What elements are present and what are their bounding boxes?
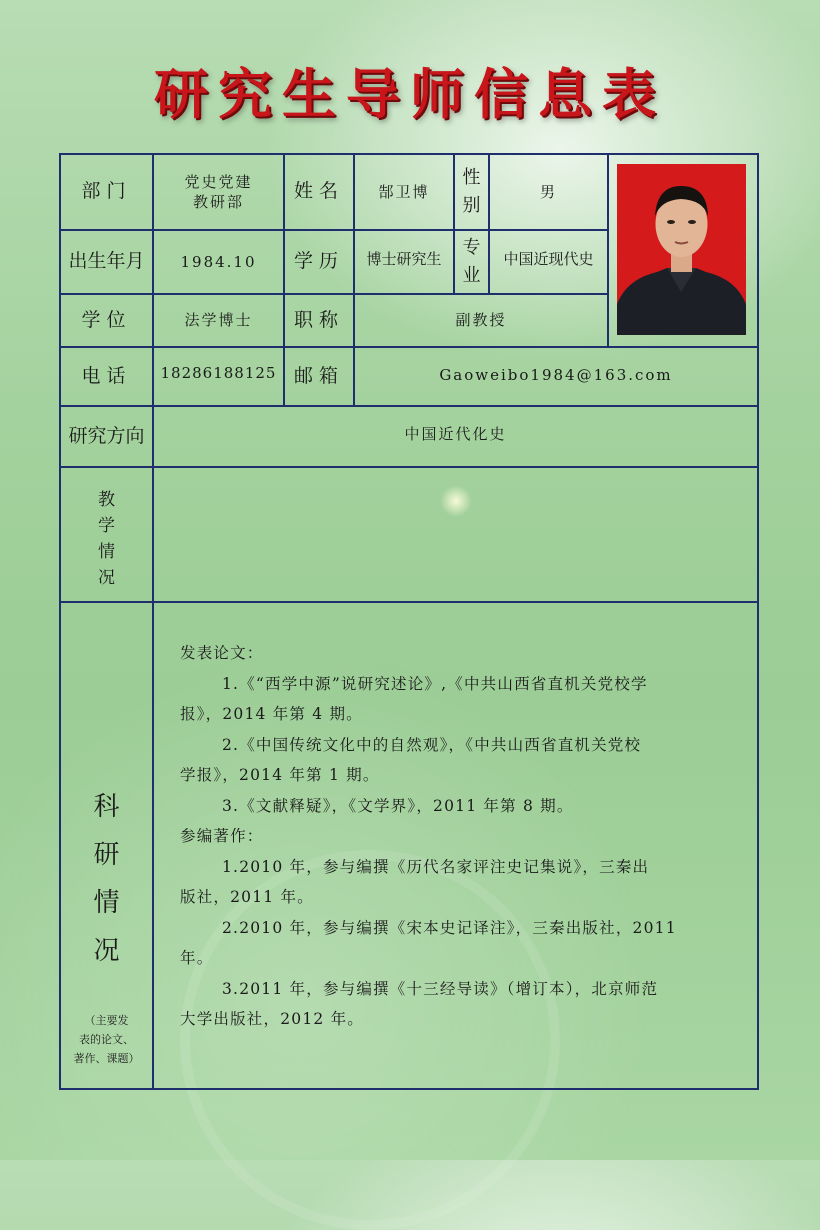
research-content <box>180 638 732 1035</box>
paper-1-line2: 报》，2014 年第 4 期。 <box>180 705 363 723</box>
label-teaching-1: 教 <box>98 489 115 510</box>
label-education: 学历 <box>293 250 344 273</box>
label-teaching-3: 情 <box>98 541 115 562</box>
book-1-line2: 版社，2011 年。 <box>180 888 314 906</box>
value-title: 副教授 <box>455 311 507 330</box>
label-department: 部门 <box>81 180 132 203</box>
label-major <box>455 231 488 293</box>
label-research-1: 科 <box>93 792 120 822</box>
page-title: 研究生导师信息表 <box>154 63 666 126</box>
value-name: 郜卫博 <box>378 182 430 201</box>
value-education: 博士研究生 <box>366 249 442 268</box>
value-email: Gaoweibo1984@163.com <box>439 366 673 385</box>
value-research-direction: 中国近代化史 <box>404 425 507 444</box>
value-department-line1: 党史党建 <box>184 172 253 191</box>
label-major-1: 专 <box>462 237 481 258</box>
label-research-main <box>93 783 119 975</box>
value-phone: 18286188125 <box>160 363 277 382</box>
value-department-line2: 教研部 <box>192 193 244 211</box>
paper-1-line1: 1.《“西学中源”说研究述论》,《中共山西省直机关党校学 <box>222 674 648 693</box>
label-teaching-4: 况 <box>98 567 115 588</box>
paper-3: 3.《文献释疑》，《文学界》，2011 年第 8 期。 <box>222 796 574 815</box>
label-degree: 学位 <box>81 308 132 331</box>
value-teaching <box>154 468 757 601</box>
label-phone: 电话 <box>81 364 132 387</box>
paper-2-line1: 2.《中国传统文化中的自然观》，《中共山西省直机关党校 <box>222 735 642 754</box>
label-title: 职称 <box>293 308 344 331</box>
label-research-note-1: （主要发 <box>84 1014 129 1027</box>
book-3-line2: 大学出版社，2012 年。 <box>180 1010 364 1028</box>
book-1-line1: 1.2010 年，参与编撰《历代名家评注史记集说》，三秦出 <box>222 857 650 876</box>
book-2-line2: 年。 <box>180 949 214 967</box>
book-2-line1: 2.2010 年，参与编撰《宋本史记译注》，三秦出版社，2011 <box>222 918 677 937</box>
value-gender: 男 <box>539 182 557 201</box>
label-research-note-2: 表的论文、 <box>79 1033 134 1046</box>
books-heading: 参编著作： <box>180 827 264 845</box>
value-degree: 法学博士 <box>184 311 253 330</box>
label-research-4: 况 <box>93 936 120 966</box>
label-name: 姓名 <box>293 180 344 203</box>
label-research-3: 情 <box>93 888 120 918</box>
label-research-note-3: 著作、课题） <box>73 1052 140 1065</box>
book-3-line1: 3.2011 年，参与编撰《十三经导读》（增订本），北京师范 <box>222 979 659 998</box>
label-research-direction: 研究方向 <box>68 424 145 447</box>
label-teaching-2: 学 <box>98 515 115 536</box>
label-research <box>61 603 152 1088</box>
papers-heading: 发表论文： <box>180 644 264 662</box>
portrait-photo <box>617 164 746 335</box>
label-email: 邮箱 <box>293 364 344 387</box>
label-research-note <box>74 1011 140 1068</box>
label-gender-1: 性 <box>462 167 481 188</box>
label-teaching <box>61 468 152 601</box>
portrait-image <box>617 164 746 335</box>
label-major-2: 业 <box>462 265 481 286</box>
value-department <box>154 155 283 229</box>
paper-2-line2: 学报》，2014 年第 1 期。 <box>180 766 380 784</box>
label-birth: 出生年月 <box>68 250 145 273</box>
label-gender-2: 别 <box>462 195 481 216</box>
label-research-2: 研 <box>93 840 120 870</box>
label-gender <box>455 155 488 229</box>
value-birth: 1984.10 <box>180 252 257 271</box>
value-major: 中国近现代史 <box>503 249 594 268</box>
